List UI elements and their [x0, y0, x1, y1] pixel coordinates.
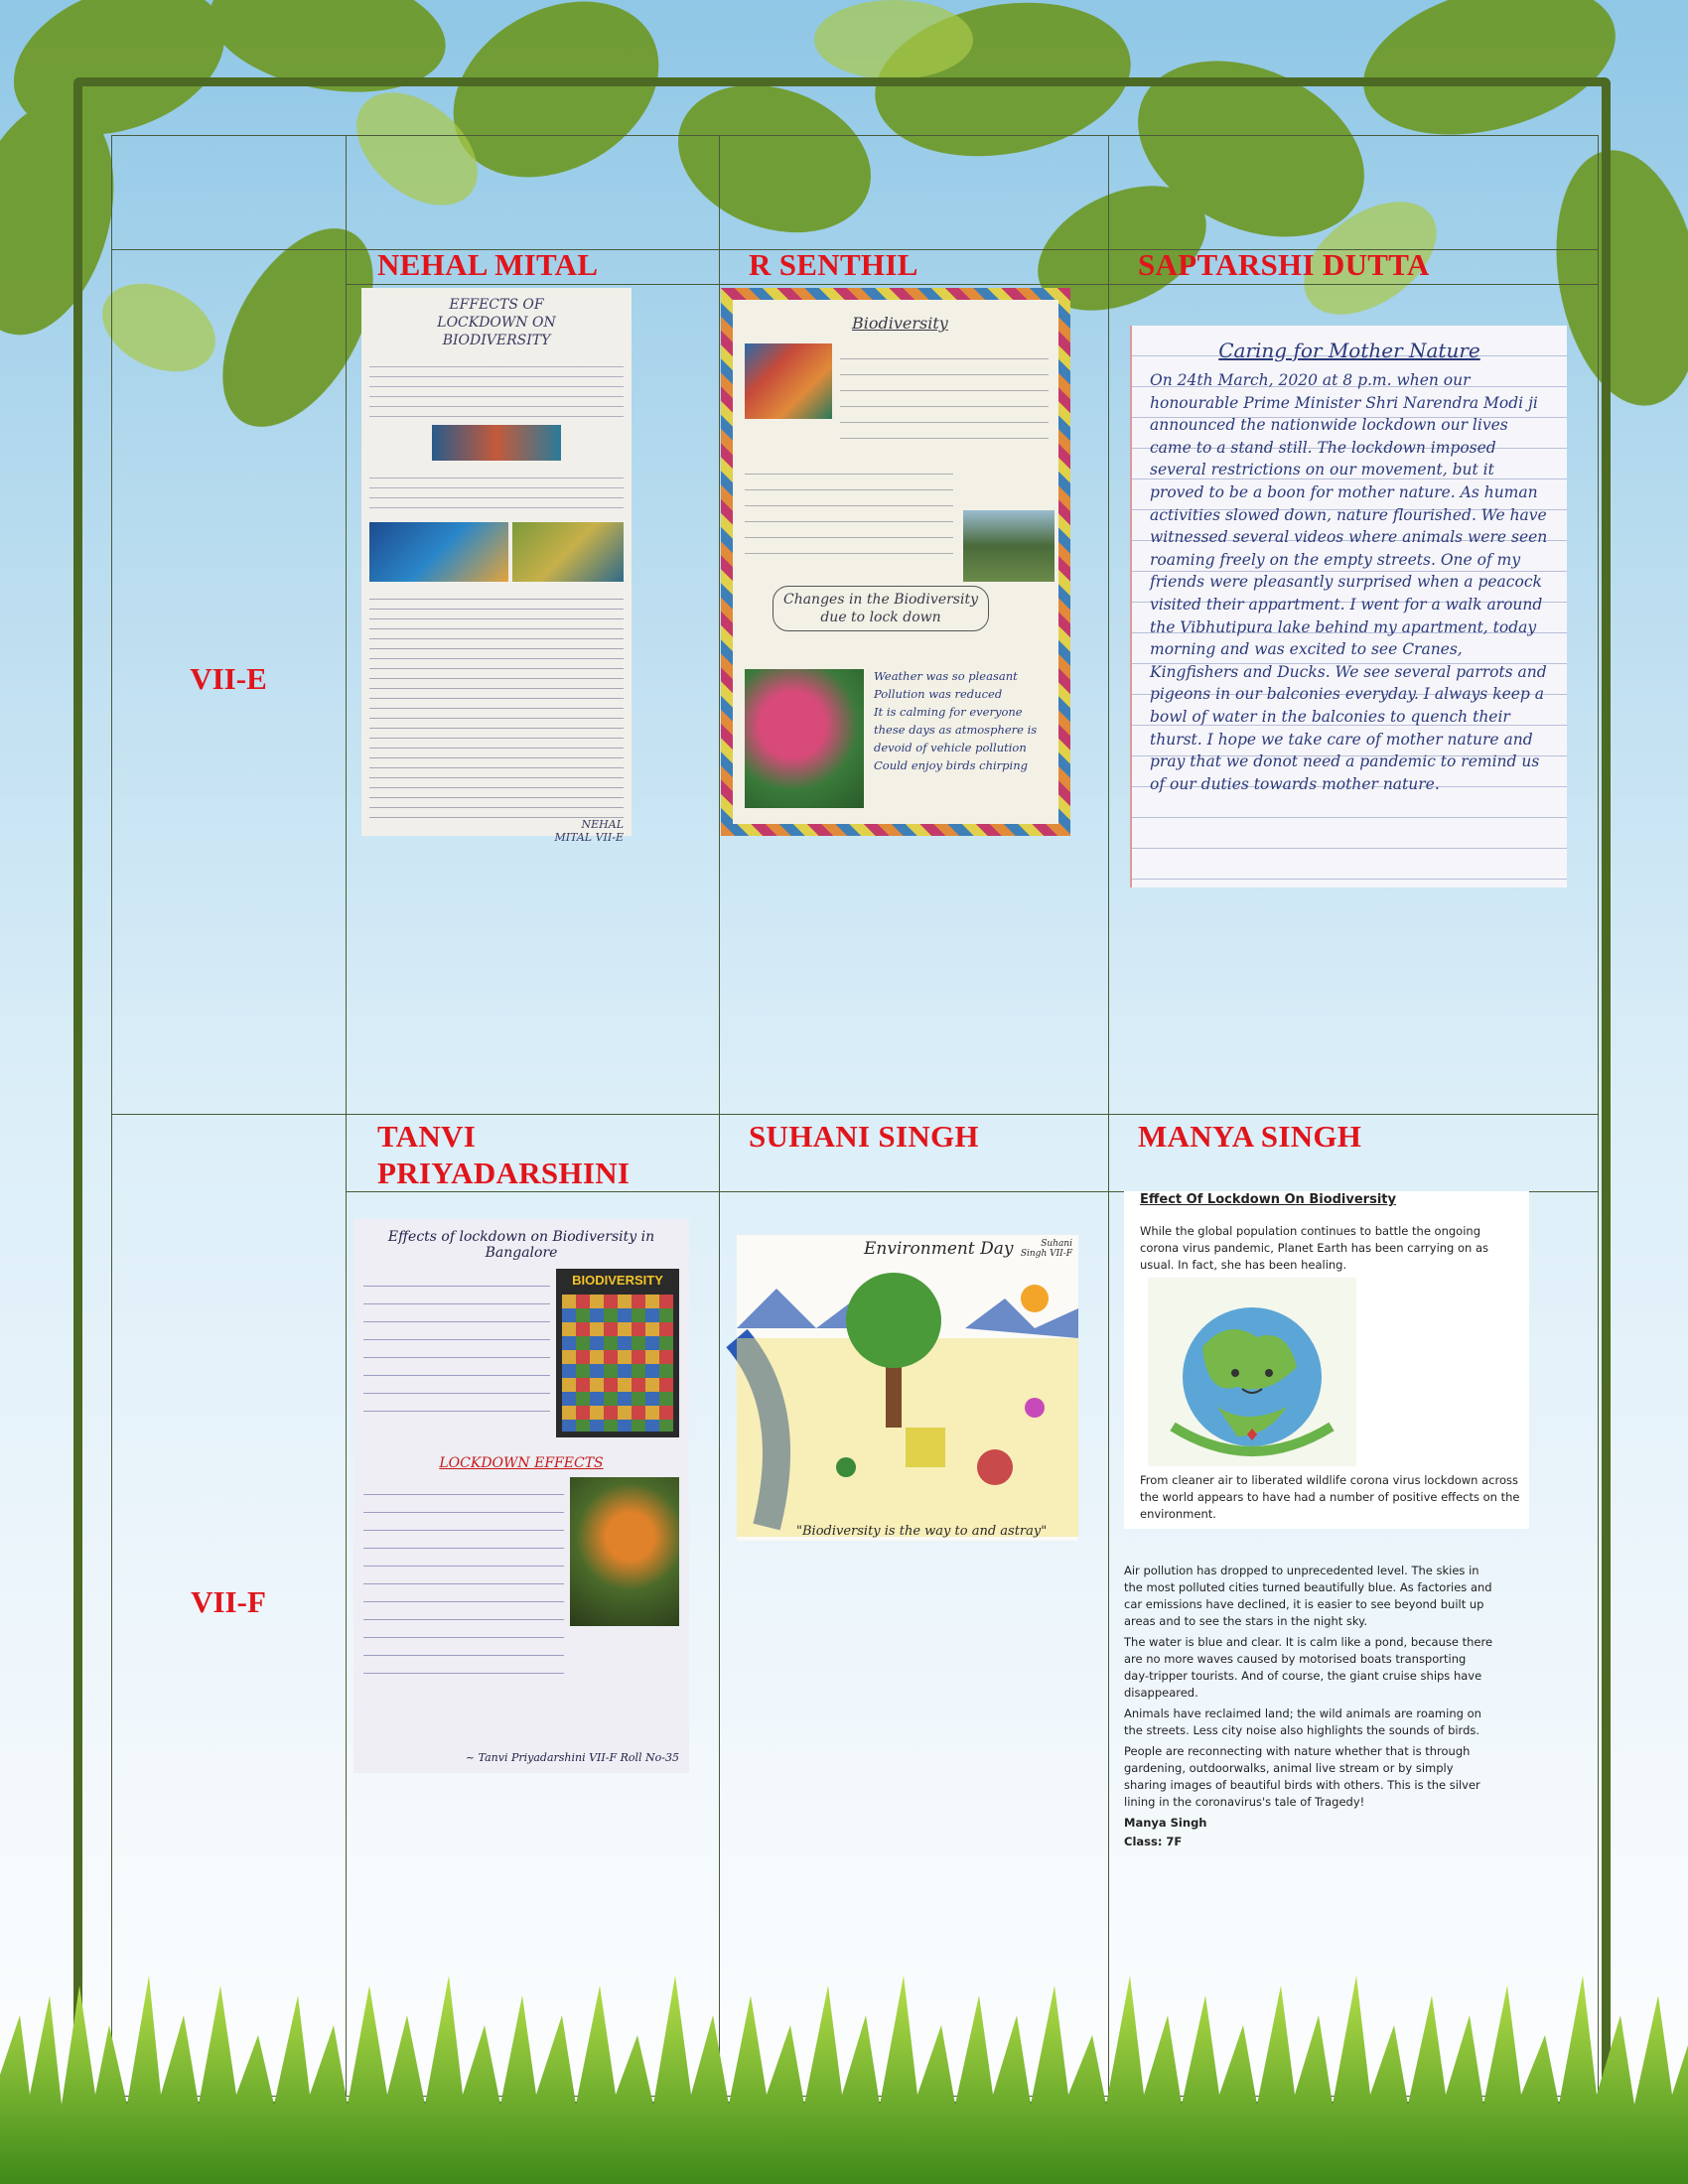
artwork-title: EFFECTS OF LOCKDOWN ON BIODIVERSITY — [437, 297, 556, 348]
artwork-suhani-singh — [737, 1235, 1078, 1541]
points-list — [874, 667, 1053, 774]
student-name: TANVI PRIYADARSHINI — [377, 1119, 631, 1190]
signature: NEHAL MITAL VII-E — [554, 818, 624, 844]
student-name: SUHANI SINGH — [749, 1119, 979, 1154]
artwork-saptarshi-dutta — [1130, 326, 1567, 887]
artwork-nehal-mital — [361, 288, 632, 844]
article-paragraph: Air pollution has dropped to unprecedented level. The skies in the most polluted cities turned beautifully blue. As factories and car emissions have declined, it is easier to see beyond built up areas and to see the stars in the night sky. — [1124, 1564, 1492, 1628]
point: Pollution was reduced — [874, 687, 1003, 701]
row-label-vii-e: VII-E — [190, 661, 267, 696]
photo — [432, 425, 561, 461]
article-manya-singh — [1124, 1191, 1529, 1940]
student-name: R SENTHIL — [749, 247, 918, 282]
earth-illustration — [1148, 1278, 1356, 1466]
environment-drawing — [737, 1259, 1078, 1527]
artwork-tanvi-priyadarshini — [353, 1219, 689, 1773]
point: Could enjoy birds chirping — [874, 758, 1028, 772]
section-heading: LOCKDOWN EFFECTS — [439, 1455, 604, 1471]
artwork-caption: "Biodiversity is the way to and astray" — [796, 1524, 1048, 1539]
article-paragraph: People are reconnecting with nature whether that is through gardening, outdoorwalks, animal live stream or by simply sharing images of beautiful birds with others. This is the silver lining in the coronavirus's tale of Tragedy! — [1124, 1744, 1480, 1809]
point: Weather was so pleasant — [874, 669, 1018, 683]
photo — [963, 510, 1055, 582]
signature: ~ Tanvi Priyadarshini VII-F Roll No-35 — [465, 1751, 679, 1764]
butterfly-photo — [570, 1477, 679, 1626]
essay-body: On 24th March, 2020 at 8 p.m. when our honourable Prime Minister Shri Narendra Modi ji announced the nationwide lockdown our lives came to a stand still. The lockdown imposed several restrictions on our movement, but it proved to be a boon for mother nature. As human activities slowed down, nature flourished. We have witnessed several videos where animals were seen roaming freely on the empty streets. One of my friends were pleasantly surprised when a peacock visited their appartment. I went for a walk around the Vibhutipura lake behind my apartment, today morning and was excited to see Cranes, Kingfishers and Ducks. We see several parrots and pigeons in our balconies everyday. I always keep a bowl of water in the balconies to quench their thurst. I hope we take care of mother nature and pray that we donot need a pandemic to remind us of our duties towards mother nature. — [1150, 371, 1548, 793]
row-label-vii-f: VII-F — [191, 1584, 266, 1619]
article-title: Effect Of Lockdown On Biodiversity — [1140, 1192, 1396, 1207]
article-paragraph: The water is blue and clear. It is calm like a pond, because there are no more waves caused by motorised boats transporting day-tripper tourists. And of course, the giant cruise ships have disappeared. — [1124, 1635, 1493, 1700]
poster-word: BIODIVERSITY — [572, 1273, 663, 1288]
biodiversity-collage — [556, 1269, 679, 1437]
student-name: NEHAL MITAL — [377, 247, 599, 282]
artwork-title: Effects of lockdown on Biodiversity in Bangalore — [387, 1229, 655, 1261]
student-name: SAPTARSHI DUTTA — [1138, 247, 1430, 282]
article-after-image: From cleaner air to liberated wildlife corona virus lockdown across the world appears to have had a number of positive effects on the environment. — [1140, 1473, 1520, 1521]
showcase-table — [111, 135, 1599, 2097]
artist-tag: Suhani Singh VII-F — [1020, 1239, 1072, 1259]
article-paragraph: Animals have reclaimed land; the wild animals are roaming on the streets. Less city noise also highlights the sounds of birds. — [1124, 1706, 1481, 1737]
artwork-title: Biodiversity — [852, 314, 948, 333]
photo — [369, 522, 508, 582]
student-name: MANYA SINGH — [1138, 1119, 1362, 1154]
photo — [745, 343, 832, 419]
photo — [745, 669, 864, 808]
photo — [512, 522, 624, 582]
article-signature-class: Class: 7F — [1124, 1835, 1183, 1848]
subheading: Changes in the Biodiversity due to lock down — [773, 586, 989, 631]
artwork-title: Caring for Mother Nature — [1218, 339, 1480, 362]
point: It is calming for everyone these days as atmosphere is devoid of vehicle pollution — [874, 705, 1038, 754]
article-intro: While the global population continues to battle the ongoing corona virus pandemic, Planet Earth has been carrying on as usual. In fact, she has been healing. — [1140, 1224, 1489, 1272]
article-signature-name: Manya Singh — [1124, 1816, 1207, 1830]
artwork-r-senthil — [721, 288, 1070, 836]
artwork-title: Environment Day — [864, 1239, 1014, 1259]
